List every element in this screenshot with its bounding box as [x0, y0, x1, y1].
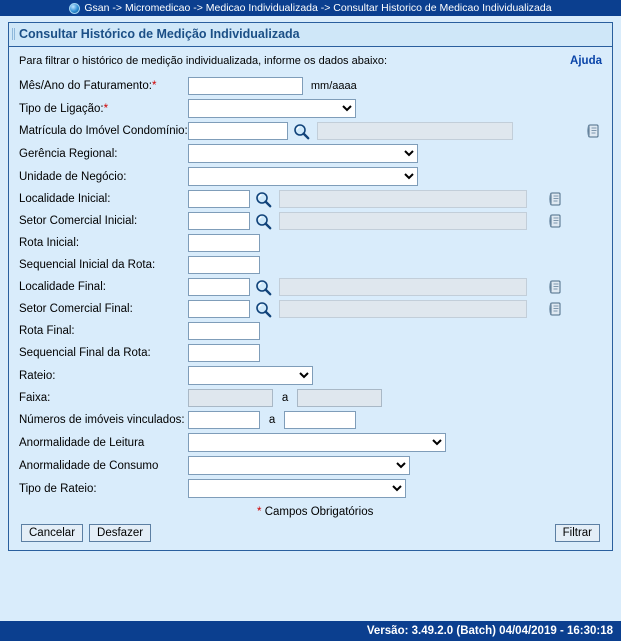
label-matricula: Matrícula do Imóvel Condomínio:	[19, 125, 188, 137]
notebook-icon[interactable]	[548, 213, 564, 229]
mandatory-asterisk: *	[257, 506, 262, 518]
filter-form	[19, 75, 602, 500]
tipo-ligacao-select[interactable]	[188, 99, 356, 118]
mes-ano-hint: mm/aaaa	[310, 79, 357, 92]
form-row-rota-final	[19, 320, 602, 342]
form-row-faixa	[19, 387, 602, 409]
search-icon[interactable]	[293, 123, 310, 140]
form-row-sequencial-final-rota	[19, 342, 602, 364]
search-icon[interactable]	[255, 301, 272, 318]
globe-icon	[69, 3, 80, 14]
footer-version-bar	[0, 621, 621, 641]
setor-comercial-final-input[interactable]	[188, 300, 250, 318]
numeros-imoveis-start-input[interactable]	[188, 411, 260, 429]
setor-comercial-final-description	[279, 300, 527, 318]
localidade-inicial-description	[279, 190, 527, 208]
form-row-matricula	[19, 120, 602, 142]
label-tipo-rateio: Tipo de Rateio:	[19, 482, 97, 495]
form-row-anormalidade-consumo	[19, 454, 602, 477]
search-icon[interactable]	[255, 279, 272, 296]
form-row-rota-inicial	[19, 232, 602, 254]
label-localidade-inicial: Localidade Inicial:	[19, 193, 111, 205]
label-gerencia-regional: Gerência Regional:	[19, 147, 118, 160]
numeros-imoveis-separator: a	[268, 413, 276, 426]
breadcrumb	[0, 0, 621, 16]
tipo-rateio-select[interactable]	[188, 479, 406, 498]
label-localidade-final: Localidade Final:	[19, 281, 106, 293]
footer-version-text: Versão: 3.49.2.0 (Batch) 04/04/2019 - 16:30:18	[366, 625, 613, 637]
unidade-negocio-select[interactable]	[188, 167, 418, 186]
breadcrumb-text: Gsan -> Micromedicao -> Medicao Individualizada -> Consultar Historico de Medicao Individualizada	[84, 2, 552, 14]
intro-row	[19, 55, 602, 67]
sequencial-final-rota-input[interactable]	[188, 344, 260, 362]
filter-button[interactable]: Filtrar	[555, 524, 600, 542]
form-row-tipo-ligacao	[19, 97, 602, 120]
form-row-localidade-inicial	[19, 188, 602, 210]
form-row-setor-comercial-final	[19, 298, 602, 320]
anormalidade-consumo-select[interactable]	[188, 456, 410, 475]
setor-comercial-inicial-description	[279, 212, 527, 230]
matricula-description	[317, 122, 513, 140]
form-row-tipo-rateio	[19, 477, 602, 500]
label-numeros-imoveis: Números de imóveis vinculados:	[19, 414, 185, 426]
sequencial-inicial-rota-input[interactable]	[188, 256, 260, 274]
faixa-start-input[interactable]	[188, 389, 273, 407]
label-setor-comercial-inicial: Setor Comercial Inicial:	[19, 215, 138, 227]
notebook-icon[interactable]	[548, 279, 564, 295]
gerencia-regional-select[interactable]	[188, 144, 418, 163]
page-title	[9, 23, 612, 47]
search-icon[interactable]	[255, 191, 272, 208]
label-sequencial-final-rota: Sequencial Final da Rota:	[19, 347, 151, 359]
search-icon[interactable]	[255, 213, 272, 230]
label-anormalidade-leitura: Anormalidade de Leitura	[19, 436, 145, 449]
form-row-unidade-negocio	[19, 165, 602, 188]
button-row	[19, 518, 602, 544]
rateio-select[interactable]	[188, 366, 313, 385]
form-row-mes-ano	[19, 75, 602, 97]
label-faixa: Faixa:	[19, 392, 51, 404]
anormalidade-leitura-select[interactable]	[188, 433, 446, 452]
rota-final-input[interactable]	[188, 322, 260, 340]
label-mes-ano: Mês/Ano do Faturamento:*	[19, 80, 157, 92]
mandatory-text: Campos Obrigatórios	[264, 506, 374, 518]
help-link[interactable]: Ajuda	[570, 55, 602, 67]
label-rota-inicial: Rota Inicial:	[19, 237, 80, 249]
setor-comercial-inicial-input[interactable]	[188, 212, 250, 230]
label-setor-comercial-final: Setor Comercial Final:	[19, 303, 133, 315]
required-marker: *	[151, 80, 157, 92]
localidade-final-description	[279, 278, 527, 296]
label-anormalidade-consumo: Anormalidade de Consumo	[19, 459, 159, 472]
localidade-final-input[interactable]	[188, 278, 250, 296]
required-marker: *	[103, 102, 109, 115]
cancel-button[interactable]: Cancelar	[21, 524, 83, 542]
numeros-imoveis-end-input[interactable]	[284, 411, 356, 429]
faixa-end-input[interactable]	[297, 389, 382, 407]
intro-text: Para filtrar o histórico de medição individualizada, informe os dados abaixo:	[19, 55, 388, 67]
label-tipo-ligacao: Tipo de Ligação:*	[19, 102, 109, 115]
localidade-inicial-input[interactable]	[188, 190, 250, 208]
form-row-rateio	[19, 364, 602, 387]
undo-button[interactable]: Desfazer	[89, 524, 151, 542]
notebook-icon[interactable]	[548, 301, 564, 317]
left-buttons	[21, 524, 151, 542]
page-title-text: Consultar Histórico de Medição Individualizada	[19, 27, 300, 41]
faixa-separator: a	[281, 391, 289, 404]
notebook-icon[interactable]	[548, 191, 564, 207]
label-unidade-negocio: Unidade de Negócio:	[19, 170, 127, 183]
main-panel	[8, 22, 613, 551]
panel-body	[9, 47, 612, 550]
form-row-anormalidade-leitura	[19, 431, 602, 454]
drag-handle-icon	[12, 28, 16, 40]
mes-ano-input[interactable]	[188, 77, 303, 95]
label-sequencial-inicial-rota: Sequencial Inicial da Rota:	[19, 259, 156, 271]
label-rota-final: Rota Final:	[19, 325, 75, 337]
form-row-sequencial-inicial-rota	[19, 254, 602, 276]
label-rateio: Rateio:	[19, 369, 56, 382]
notebook-icon[interactable]	[586, 123, 602, 139]
form-row-setor-comercial-inicial	[19, 210, 602, 232]
matricula-input[interactable]	[188, 122, 288, 140]
rota-inicial-input[interactable]	[188, 234, 260, 252]
mandatory-note	[19, 500, 602, 518]
form-row-gerencia-regional	[19, 142, 602, 165]
form-row-localidade-final	[19, 276, 602, 298]
form-row-numeros-imoveis	[19, 409, 602, 431]
